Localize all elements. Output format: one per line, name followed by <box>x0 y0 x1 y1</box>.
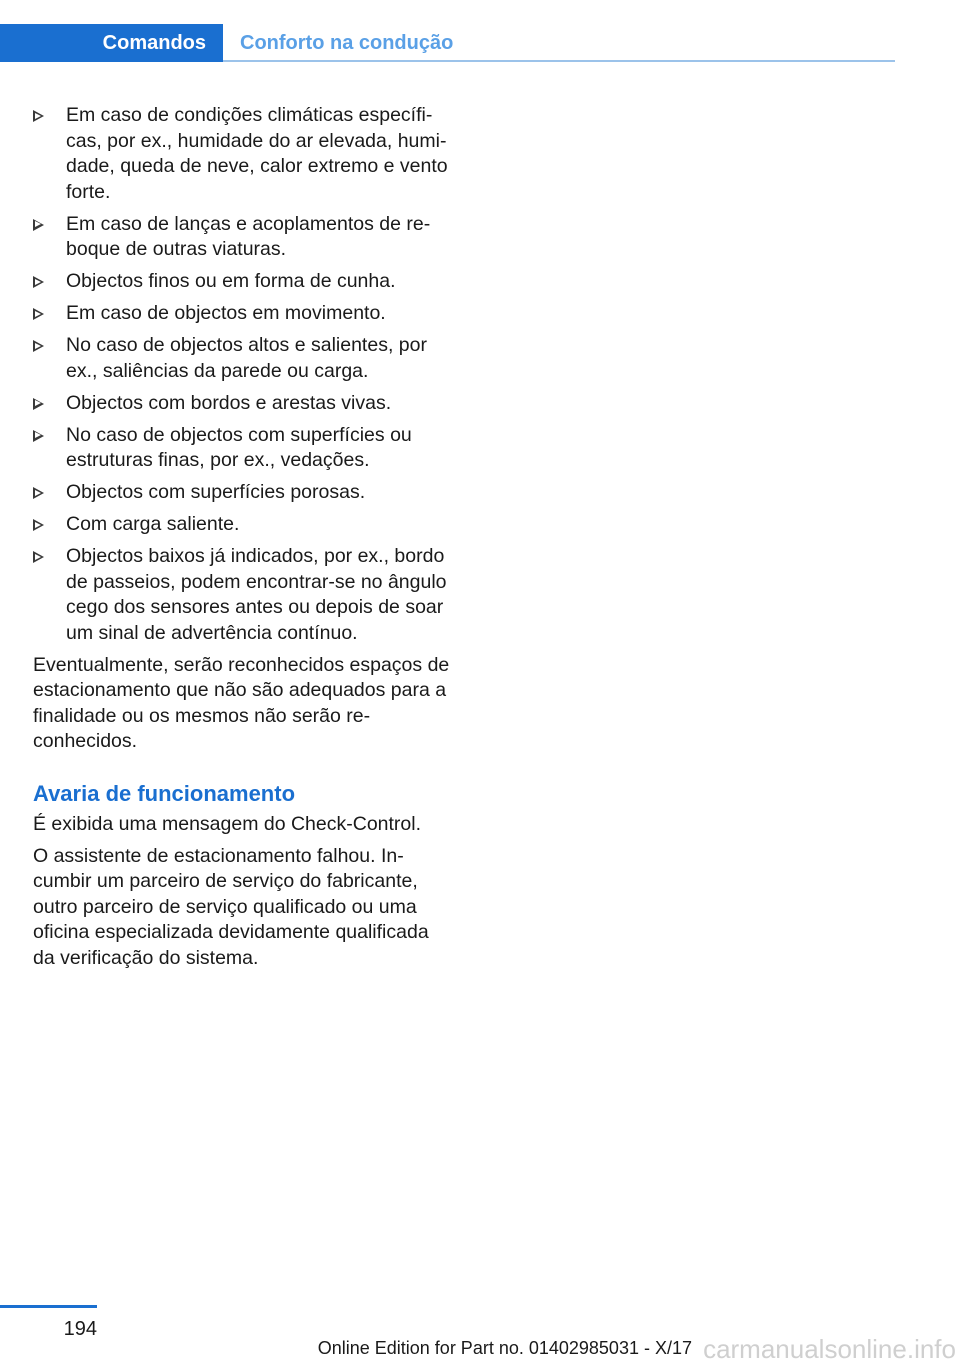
list-item <box>33 423 453 474</box>
list-item-text: Objectos com bordos e arestas vivas. <box>66 391 392 414</box>
body-paragraph: É exibida uma mensagem do Check-Control. <box>33 812 422 835</box>
list-item-text: Com carga saliente. <box>66 513 240 535</box>
list-item <box>33 544 453 646</box>
triangle-bullet-icon <box>33 340 44 352</box>
page-number: 194 <box>63 1318 97 1340</box>
list-item-text: Em caso de lanças e acoplamentos de reboque de outras viaturas. <box>66 212 431 260</box>
list-item <box>33 512 453 538</box>
list-item-text: Objectos com superfícies porosas. <box>66 481 366 503</box>
triangle-bullet-icon <box>33 110 44 122</box>
triangle-bullet-icon <box>33 430 44 442</box>
list-item <box>33 391 453 417</box>
list-item-text: Objectos baixos já indicados, por ex., bordo de passeios, podem encontrar-se no ângulo cego dos sensores antes ou depois de soar um sinal de advertência contínuo. <box>66 545 447 644</box>
body-paragraph: O assistente de estacionamento falhou. Incumbir um parceiro de serviço do fabricante, outro parceiro de serviço qualificado ou uma oficina especializada devidamente qualificada da verificação do sistema. <box>33 844 429 969</box>
body-paragraph: Eventualmente, serão reconhecidos espaços de estacionamento que não são adequados para a finalidade ou os mesmos não serão reconhecidos. <box>33 653 450 752</box>
list-item <box>33 480 453 506</box>
list-item-text: No caso de objectos altos e salientes, por ex., saliências da parede ou carga. <box>66 334 427 382</box>
triangle-bullet-icon <box>33 398 44 410</box>
triangle-bullet-icon <box>33 551 44 563</box>
triangle-bullet-icon <box>33 487 44 499</box>
watermark: carmanualsonline.info <box>703 1334 956 1364</box>
tab-comandos[interactable]: Comandos <box>0 24 223 62</box>
triangle-bullet-icon <box>33 519 44 531</box>
list-item <box>33 333 453 384</box>
main-content <box>33 103 453 978</box>
triangle-bullet-icon <box>33 276 44 288</box>
triangle-bullet-icon <box>33 308 44 320</box>
list-item-text: No caso de objectos com superfícies ou estruturas finas, por ex., vedações. <box>66 423 412 471</box>
tab-conforto-na-conducao[interactable]: Conforto na condução <box>240 31 454 54</box>
bullet-list <box>33 103 453 646</box>
triangle-bullet-icon <box>33 219 44 231</box>
section-heading: Avaria de funcionamento <box>33 780 296 806</box>
list-item <box>33 212 453 263</box>
footer-divider <box>0 1305 97 1308</box>
list-item-text: Em caso de condições climáticas específicas, por ex., humidade do ar elevada, humidade, queda de neve, calor extremo e vento forte. <box>66 104 448 203</box>
list-item <box>33 103 453 205</box>
list-item <box>33 301 453 327</box>
chapter-header <box>0 24 895 62</box>
list-item-text: Objectos finos ou em forma de cunha. <box>66 270 396 292</box>
list-item-text: Em caso de objectos em movimento. <box>66 302 386 324</box>
list-item <box>33 269 453 295</box>
edition-text: Online Edition for Part no. 01402985031 - X/17 <box>317 1338 692 1358</box>
